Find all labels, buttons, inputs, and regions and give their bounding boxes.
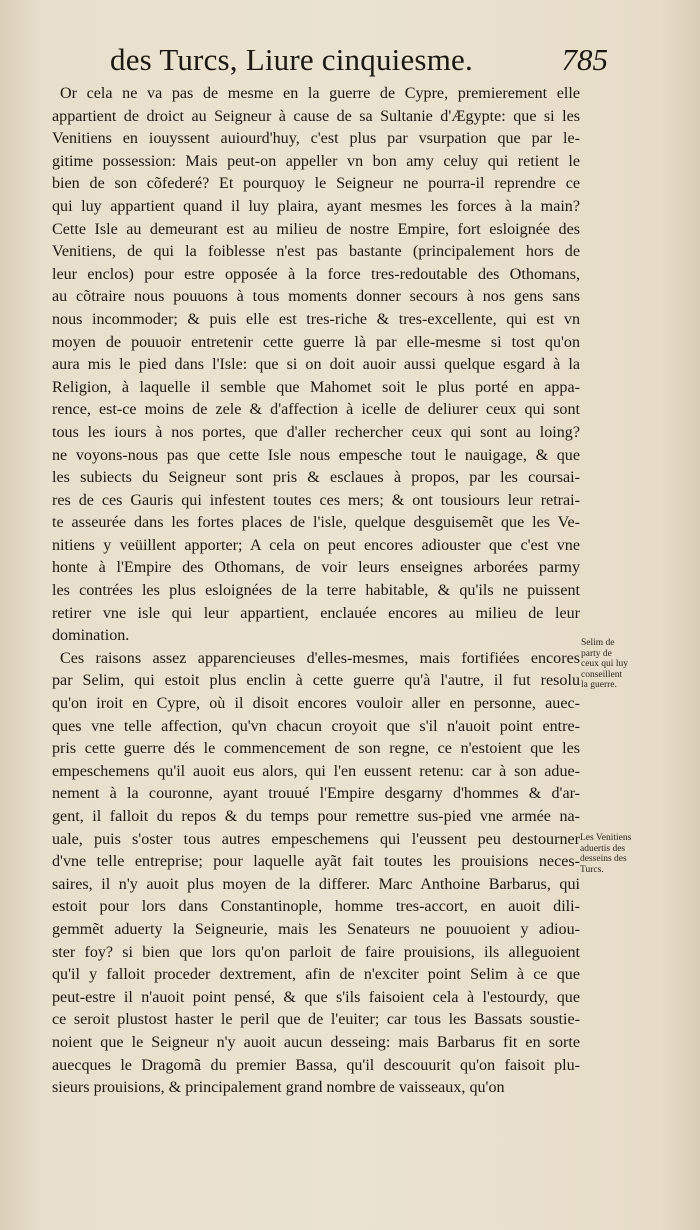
text-line: sieurs prouisions, & principalement grand nombre de vaisseaux, qu'on — [52, 1079, 505, 1097]
text-line: gemmẽt aduerty la Seigneurie, mais les Senateurs ne pouuoient y adiou- — [52, 920, 580, 938]
text-line: te asseurée dans les fortes places de l'isle, quelque desguisemẽt que les Ve- — [52, 514, 580, 532]
margin-note-line: Selim de — [581, 638, 615, 648]
text-line: gent, il falloit du repos & du temps pour remettre sus-pied vne armée na- — [52, 808, 580, 825]
text-line: leur enclos) pour estre opposée à la force tres-redoutable des Othomans, — [52, 265, 580, 283]
text-line: tous les iours à nos portes, que d'aller rechercher ceux qui sont au loing? — [52, 423, 580, 441]
text-line: auecques le Dragomã du premier Bassa, qu'il descouurit qu'on faisoit plu- — [52, 1056, 580, 1074]
text-line: nous incommoder; & puis elle est tres-riche & tres-excellente, qui est vn — [52, 310, 580, 328]
text-line: domination. — [52, 627, 130, 645]
text-line: estoit pour lors dans Constantinople, homme tres-accort, en auoit dili- — [52, 898, 580, 916]
text-line: bien de son cõfederé? Et pourquoy le Seigneur ne pourra-il reprendre ce — [52, 175, 580, 193]
margin-note-line: la guerre. — [581, 680, 617, 690]
text-line: moyen de pouuoir entretenir cette guerre là par elle-mesme si tost qu'on — [52, 333, 580, 351]
text-line: Religion, à laquelle il semble que Mahomet soit le plus porté en appa- — [52, 378, 580, 396]
text-line: gitime possession: Mais peut-on appeller vn bon amy celuy qui retient le — [52, 152, 580, 170]
text-line: appartient de droict au Seigneur à cause de sa Sultanie d'Ægypte: que si les — [52, 107, 580, 125]
paragraph-2 — [52, 648, 580, 1100]
text-line: uale, puis s'oster tous autres empeschemens qui l'eussent peu destourner — [52, 830, 580, 848]
margin-note-venitiens — [580, 833, 648, 875]
text-line: ce seroit plustost haster le peril que de l'euiter; car tous les Bassats soustie- — [52, 1011, 580, 1029]
text-line: ques vne telle affection, qu'vn chacun croyoit que s'il n'auoit point entre- — [52, 717, 580, 735]
text-line: Ces raisons assez apparencieuses d'elles-mesmes, mais fortifiées encores — [60, 649, 580, 667]
page-number: 785 — [561, 42, 608, 77]
paragraph-1 — [52, 83, 580, 648]
text-line: les contrées les plus esloignées de la terre habitable, & qu'ils ne puissent — [52, 582, 580, 600]
text-line: saires, il n'y auoit plus moyen de la differer. Marc Anthoine Barbarus, qui — [52, 875, 580, 893]
text-line: par Selim, qui estoit plus enclin à cette guerre qu'à l'autre, il fut resolu — [52, 672, 580, 690]
text-line: ne voyons-nous pas que cette Isle nous empesche tout le nauigage, & que — [52, 446, 580, 464]
margin-note-line: ceux qui luy — [581, 659, 628, 669]
text-line: empeschemens qu'il auoit eus alors, qui l'en eussent retenu: car à son adue- — [52, 762, 580, 780]
text-line: noient que le Seigneur n'y auoit aucun desseing: mais Barbarus fit en sorte — [52, 1033, 580, 1051]
text-line: peut-estre il n'auoit point pensé, & que s'ils faisoient cela à l'estourdy, que — [52, 988, 580, 1006]
text-line: nitiens y veüillent apporter; A cela on peut encores adiouster que c'est vne — [52, 536, 580, 554]
margin-note-line: conseillent — [581, 669, 623, 680]
text-line: honte à l'Empire des Othomans, de voir leurs enseignes arborées parmy — [52, 559, 580, 577]
text-line: pris cette guerre dés le commencement de son regne, ce n'estoient que les — [52, 740, 580, 758]
running-title: des Turcs, Liure cinquiesme. — [110, 42, 473, 77]
text-line: qui luy appartient quand il luy plaira, ayant mesmes les forces à la main? — [52, 197, 580, 215]
margin-note-line: aduertis des — [580, 843, 626, 854]
text-line: d'vne telle entreprise; pour laquelle ayãt fait toutes les prouisions neces- — [52, 853, 580, 871]
text-line: ster foy? si bien que lors qu'on parloit de faire prouisions, ils alleguoient — [52, 943, 580, 961]
text-line: retirer vne isle qui leur appartient, enclauée encores au milieu de leur — [52, 604, 580, 622]
margin-note-line: party de — [581, 648, 612, 659]
margin-note-line: Les Venitiens — [580, 833, 632, 843]
text-line: aura mis le pied dans l'Isle: que si on doit auoir aussi quelque esgard à la — [52, 356, 580, 374]
text-line: qu'on iroit en Cypre, où il disoit encores vouloir aller en personne, auec- — [52, 695, 580, 713]
text-line: res de ces Gauris qui infestent toutes ces mers; & ont tousiours leur retrai- — [52, 491, 580, 509]
text-line: qu'il y falloit proceder dextrement, afin de n'exciter point Selim à ce que — [52, 966, 580, 984]
margin-note-line: desseins des — [580, 854, 627, 864]
running-header — [100, 42, 608, 82]
text-line: rence, est-ce moins de zele & d'affection à icelle de deliurer ceux qui sont — [52, 401, 580, 419]
text-body — [52, 83, 580, 1100]
margin-note-selim — [581, 638, 649, 691]
text-line: Cette Isle au demeurant est au milieu de nostre Empire, fort esloignée des — [52, 220, 580, 238]
text-line: Venitiens en iouyssent auiourd'huy, c'est plus par vsurpation que par le- — [52, 130, 580, 148]
text-line: Or cela ne va pas de mesme en la guerre de Cypre, premierement elle — [60, 85, 580, 102]
text-line: au cõtraire nous pouuons à tous moments donner secours à nos gens sans — [52, 288, 580, 306]
text-line: les subiects du Seigneur sont pris & esclaues à propos, par les coursai- — [52, 469, 580, 487]
margin-note-line: Turcs. — [580, 864, 604, 875]
text-line: Venitiens, de qui la foiblesse n'est pas bastante (principalement hors de — [52, 243, 580, 261]
text-line: nement à la couronne, ayant trouué l'Empire desgarny d'hommes & d'ar- — [52, 785, 580, 803]
